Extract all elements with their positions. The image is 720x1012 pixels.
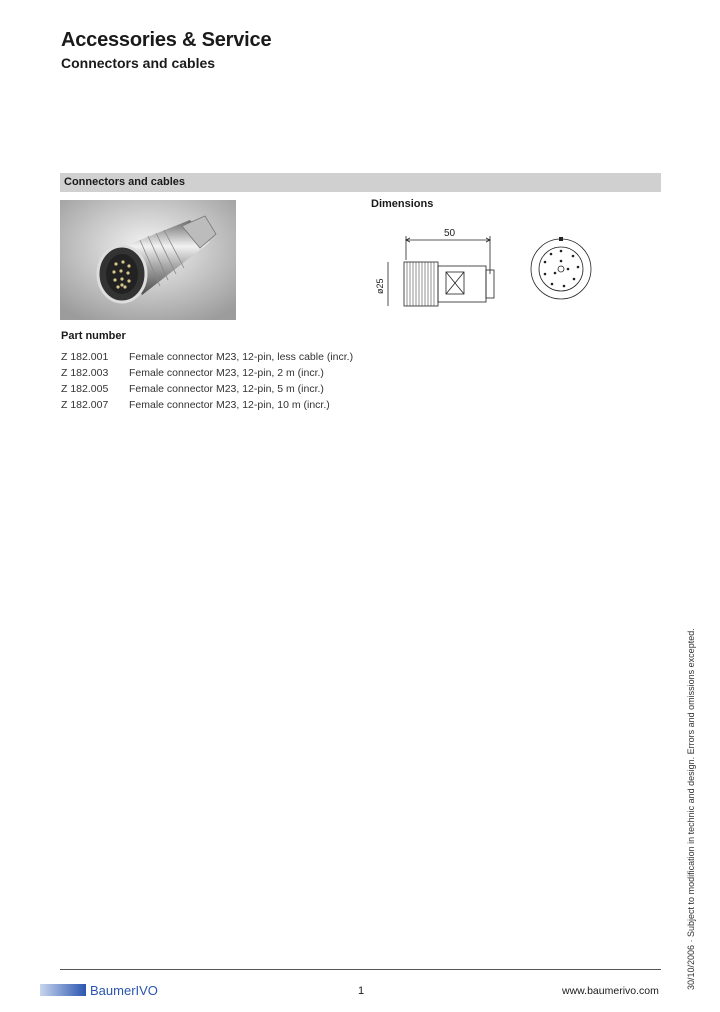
dimensions-label: Dimensions	[371, 198, 434, 210]
page-number: 1	[358, 985, 365, 997]
pin-layout-drawing	[527, 236, 617, 306]
section-header-bar	[60, 173, 661, 192]
dimension-length: 50	[444, 228, 456, 239]
dimension-drawing	[366, 222, 496, 310]
logo-text: BaumerIVO	[90, 982, 158, 998]
page-subtitle: Connectors and cables	[61, 55, 216, 71]
part-code: Z 182.007	[61, 399, 109, 411]
part-code: Z 182.005	[61, 383, 109, 395]
part-description: Female connector M23, 12-pin, 5 m (incr.)	[129, 383, 324, 395]
list-item	[61, 351, 361, 364]
section-title: Connectors and cables	[64, 176, 186, 188]
part-description: Female connector M23, 12-pin, 10 m (incr.)	[129, 399, 330, 411]
list-item	[61, 383, 361, 396]
brand-logo	[40, 983, 158, 997]
part-description: Female connector M23, 12-pin, less cable (incr.)	[129, 351, 354, 363]
part-number-list	[61, 351, 361, 415]
list-item	[61, 367, 361, 380]
part-number-heading: Part number	[61, 330, 126, 342]
connector-photo	[60, 200, 236, 320]
part-description: Female connector M23, 12-pin, 2 m (incr.)	[129, 367, 324, 379]
side-disclaimer: 30/10/2006 · Subject to modification in technic and design. Errors and omissions excepted.	[686, 628, 696, 990]
list-item	[61, 399, 361, 412]
footer-url[interactable]: www.baumerivo.com	[562, 985, 659, 997]
page-title: Accessories & Service	[61, 29, 272, 51]
dimension-diameter: ø25	[375, 278, 385, 294]
logo-gradient-bar	[40, 984, 86, 996]
part-code: Z 182.001	[61, 351, 109, 363]
part-code: Z 182.003	[61, 367, 109, 379]
footer-divider	[60, 969, 661, 970]
